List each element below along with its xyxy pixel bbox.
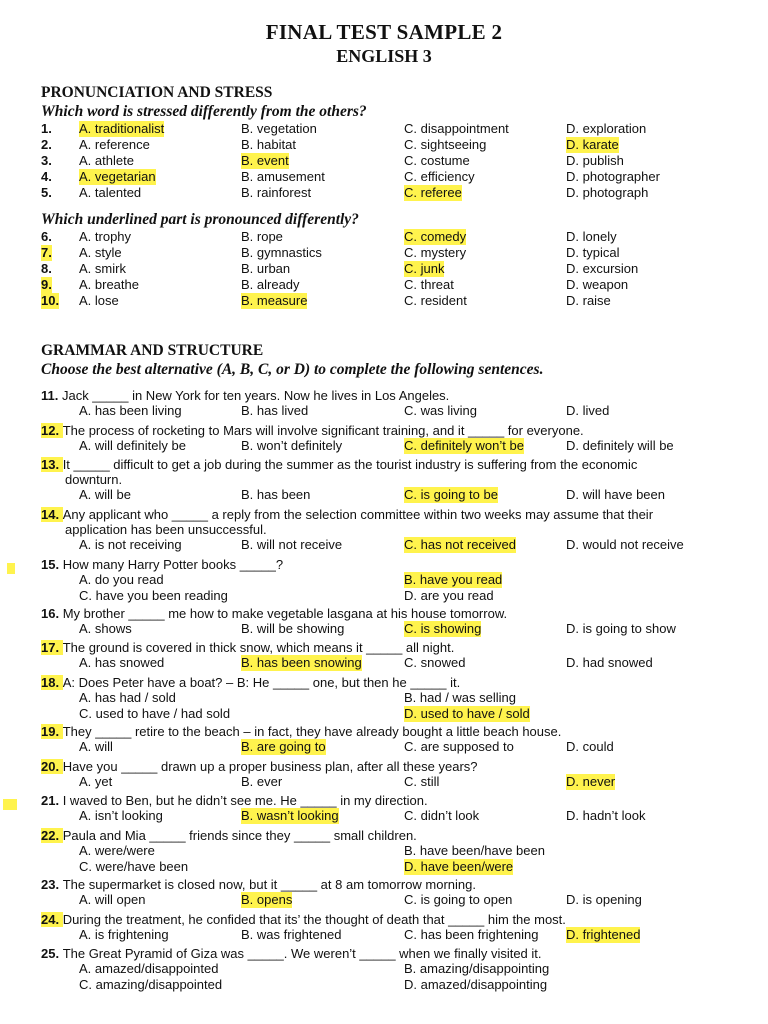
question-text-continued: application has been unsuccessful.: [65, 522, 267, 537]
option-b: B. wasn’t looking: [241, 808, 339, 823]
question-stem: [41, 557, 761, 572]
instruction-grammar: Choose the best alternative (A, B, C, or D) to complete the following sentences.: [41, 361, 544, 378]
option-d: D. are you read: [404, 588, 494, 603]
question-text-continued: downturn.: [65, 472, 123, 487]
option-d: D. publish: [566, 153, 624, 168]
option-d: D. lived: [566, 403, 610, 418]
option-a: A. isn’t looking: [79, 808, 163, 823]
option-b: B. was frightened: [241, 927, 342, 942]
option-d: D. will have been: [566, 487, 665, 502]
option-b: B. already: [241, 277, 300, 292]
question-stem: [41, 606, 761, 621]
option-b: B. amusement: [241, 169, 325, 184]
option-c: C. has not received: [404, 537, 517, 552]
option-a: A. yet: [79, 774, 113, 789]
item-number: 10.: [41, 293, 60, 308]
question-number: 15.: [41, 557, 63, 572]
question-number: 24.: [41, 912, 63, 927]
options-row: [0, 572, 768, 588]
question-stem: [41, 640, 761, 655]
option-d: D. frightened: [566, 927, 641, 942]
question-text: The ground is covered in thick snow, which means it _____ all night.: [62, 640, 455, 655]
option-d: D. used to have / sold: [404, 706, 530, 721]
option-d: D. excursion: [566, 261, 639, 276]
options-row: [0, 588, 768, 604]
list-item: [0, 121, 768, 137]
option-b: B. have been/have been: [404, 843, 545, 858]
section-heading-pronunciation: PRONUNCIATION AND STRESS: [41, 84, 273, 101]
options-row: [0, 537, 768, 553]
option-d: D. typical: [566, 245, 620, 260]
options-row: [0, 927, 768, 943]
question-text: The process of rocketing to Mars will involve significant training, and it _____ for everyone.: [62, 423, 584, 438]
list-item: [0, 137, 768, 153]
question-stem: [41, 877, 761, 892]
options-row: [0, 690, 768, 706]
question-text: How many Harry Potter books _____?: [62, 557, 284, 572]
option-b: B. rainforest: [241, 185, 312, 200]
option-a: A. shows: [79, 621, 132, 636]
question-number: 17.: [41, 640, 63, 655]
option-a: A. reference: [79, 137, 150, 152]
option-c: C. have you been reading: [79, 588, 228, 603]
option-c: C. junk: [404, 261, 445, 276]
option-b: B. rope: [241, 229, 283, 244]
option-a: A. will: [79, 739, 113, 754]
question-number: 25.: [41, 946, 63, 961]
options-row: [0, 977, 768, 993]
question-text: I waved to Ben, but he didn’t see me. He _____ in my direction.: [62, 793, 428, 808]
question-number: 12.: [41, 423, 63, 438]
item-number: 4.: [41, 169, 52, 184]
option-c: C. are supposed to: [404, 739, 514, 754]
option-a: A. has snowed: [79, 655, 165, 670]
question-stem: [41, 946, 761, 961]
options-row: [0, 859, 768, 875]
option-a: A. is not receiving: [79, 537, 182, 552]
question-stem: [41, 724, 761, 739]
list-item: [0, 185, 768, 201]
option-a: A. amazed/disappointed: [79, 961, 219, 976]
question-number: 23.: [41, 877, 63, 892]
option-c: C. snowed: [404, 655, 466, 670]
option-c: C. is going to be: [404, 487, 498, 502]
option-c: C. is going to open: [404, 892, 513, 907]
list-item: [0, 277, 768, 293]
option-b: B. measure: [241, 293, 308, 308]
option-d: D. have been/were: [404, 859, 514, 874]
item-number: 9.: [41, 277, 52, 292]
question-number: 11.: [41, 388, 62, 403]
question-number: 22.: [41, 828, 63, 843]
instruction-stress: Which word is stressed differently from the others?: [41, 103, 367, 120]
question-stem: [41, 507, 761, 522]
option-a: A. has had / sold: [79, 690, 176, 705]
option-a: A. will be: [79, 487, 132, 502]
option-c: C. disappointment: [404, 121, 509, 136]
options-row: [0, 808, 768, 824]
option-d: D. would not receive: [566, 537, 684, 552]
option-a: A. talented: [79, 185, 142, 200]
question-text: They _____ retire to the beach – in fact, they have already bought a little beach house.: [62, 724, 562, 739]
options-row: [0, 961, 768, 977]
option-c: C. mystery: [404, 245, 467, 260]
option-c: C. efficiency: [404, 169, 475, 184]
option-c: C. didn’t look: [404, 808, 480, 823]
option-a: A. traditionalist: [79, 121, 165, 136]
option-d: D. exploration: [566, 121, 647, 136]
option-d: D. photograph: [566, 185, 649, 200]
option-a: A. is frightening: [79, 927, 169, 942]
option-d: D. hadn’t look: [566, 808, 646, 823]
question-number: 20.: [41, 759, 63, 774]
section-heading-grammar: GRAMMAR AND STRUCTURE: [41, 342, 264, 359]
option-d: D. raise: [566, 293, 611, 308]
option-d: D. could: [566, 739, 614, 754]
option-a: A. trophy: [79, 229, 132, 244]
item-number: 5.: [41, 185, 52, 200]
item-number: 1.: [41, 121, 52, 136]
option-b: B. are going to: [241, 739, 326, 754]
question-text: During the treatment, he confided that its’ the thought of death that _____ him the most.: [62, 912, 566, 927]
option-c: C. referee: [404, 185, 462, 200]
option-c: C. amazing/disappointed: [79, 977, 223, 992]
question-text: Paula and Mia _____ friends since they _____ small children.: [62, 828, 417, 843]
question-stem: [41, 388, 761, 403]
question-number: 19.: [41, 724, 63, 739]
option-c: C. has been frightening: [404, 927, 539, 942]
option-d: D. karate: [566, 137, 619, 152]
option-a: A. will definitely be: [79, 438, 186, 453]
option-d: D. is opening: [566, 892, 642, 907]
option-b: B. won’t definitely: [241, 438, 343, 453]
option-a: A. breathe: [79, 277, 139, 292]
options-row: [0, 621, 768, 637]
option-b: B. amazing/disappointing: [404, 961, 550, 976]
option-c: C. sightseeing: [404, 137, 487, 152]
list-item: [0, 245, 768, 261]
option-a: A. smirk: [79, 261, 126, 276]
page-subtitle: ENGLISH 3: [336, 46, 432, 66]
option-b: B. habitat: [241, 137, 296, 152]
question-number: 13.: [41, 457, 63, 472]
option-c: C. costume: [404, 153, 470, 168]
option-d: D. amazed/disappointing: [404, 977, 548, 992]
option-c: C. used to have / had sold: [79, 706, 231, 721]
option-a: A. lose: [79, 293, 119, 308]
option-b: B. urban: [241, 261, 291, 276]
question-stem: [41, 912, 761, 927]
option-d: D. is going to show: [566, 621, 676, 636]
option-a: A. vegetarian: [79, 169, 156, 184]
gutter-highlight: [3, 799, 17, 810]
option-c: C. were/have been: [79, 859, 189, 874]
option-c: C. threat: [404, 277, 454, 292]
question-text: The Great Pyramid of Giza was _____. We weren’t _____ when we finally visited it.: [62, 946, 542, 961]
option-d: D. had snowed: [566, 655, 653, 670]
option-a: A. athlete: [79, 153, 134, 168]
option-d: D. definitely will be: [566, 438, 674, 453]
question-text: The supermarket is closed now, but it _____ at 8 am tomorrow morning.: [62, 877, 476, 892]
option-b: B. had / was selling: [404, 690, 517, 705]
item-number: 3.: [41, 153, 52, 168]
options-row: [0, 892, 768, 908]
page-title: FINAL TEST SAMPLE 2: [265, 20, 503, 44]
option-b: B. has lived: [241, 403, 309, 418]
option-a: A. do you read: [79, 572, 164, 587]
question-text: A: Does Peter have a boat? – B: He _____ one, but then he _____ it.: [62, 675, 461, 690]
question-stem: [41, 793, 761, 808]
options-row: [0, 843, 768, 859]
options-row: [0, 403, 768, 419]
list-item: [0, 261, 768, 277]
options-row: [0, 706, 768, 722]
option-b: B. will be showing: [241, 621, 345, 636]
option-a: A. has been living: [79, 403, 182, 418]
item-number: 6.: [41, 229, 52, 244]
options-row: [0, 438, 768, 454]
question-number: 18.: [41, 675, 63, 690]
option-c: C. still: [404, 774, 440, 789]
options-row: [0, 739, 768, 755]
question-number: 21.: [41, 793, 63, 808]
option-b: B. vegetation: [241, 121, 317, 136]
options-row: [0, 655, 768, 671]
option-d: D. never: [566, 774, 616, 789]
list-item: [0, 293, 768, 309]
option-c: C. comedy: [404, 229, 467, 244]
item-number: 2.: [41, 137, 52, 152]
question-text: My brother _____ me how to make vegetable lasgana at his house tomorrow.: [62, 606, 508, 621]
option-c: C. was living: [404, 403, 477, 418]
option-c: C. definitely won’t be: [404, 438, 524, 453]
question-stem: [41, 423, 761, 438]
gutter-highlight: [7, 563, 15, 574]
option-d: D. photographer: [566, 169, 660, 184]
question-text: It _____ difficult to get a job during the summer as the tourist industry is suffering from the economic: [62, 457, 638, 472]
question-text: Jack _____ in New York for ten years. Now he lives in Los Angeles.: [61, 388, 450, 403]
option-b: B. gymnastics: [241, 245, 322, 260]
option-a: A. were/were: [79, 843, 155, 858]
item-number: 8.: [41, 261, 52, 276]
option-c: C. resident: [404, 293, 467, 308]
question-number: 14.: [41, 507, 63, 522]
option-c: C. is showing: [404, 621, 482, 636]
question-text: Any applicant who _____ a reply from the selection committee within two weeks may assume that their: [62, 507, 654, 522]
option-b: B. event: [241, 153, 289, 168]
list-item: [0, 169, 768, 185]
question-number: 16.: [41, 606, 63, 621]
option-d: D. lonely: [566, 229, 617, 244]
option-b: B. will not receive: [241, 537, 343, 552]
question-text: Have you _____ drawn up a proper business plan, after all these years?: [62, 759, 478, 774]
question-stem: [41, 759, 761, 774]
option-b: B. has been snowing: [241, 655, 362, 670]
options-row: [0, 774, 768, 790]
item-number: 7.: [41, 245, 52, 260]
question-stem: [41, 675, 761, 690]
option-b: B. opens: [241, 892, 293, 907]
question-stem: [41, 828, 761, 843]
option-b: B. has been: [241, 487, 311, 502]
list-item: [0, 153, 768, 169]
options-row: [0, 487, 768, 503]
instruction-underlined: Which underlined part is pronounced differently?: [41, 211, 359, 228]
option-a: A. will open: [79, 892, 146, 907]
option-b: B. ever: [241, 774, 283, 789]
option-d: D. weapon: [566, 277, 629, 292]
option-a: A. style: [79, 245, 122, 260]
option-b: B. have you read: [404, 572, 503, 587]
question-stem: [41, 457, 761, 472]
list-item: [0, 229, 768, 245]
